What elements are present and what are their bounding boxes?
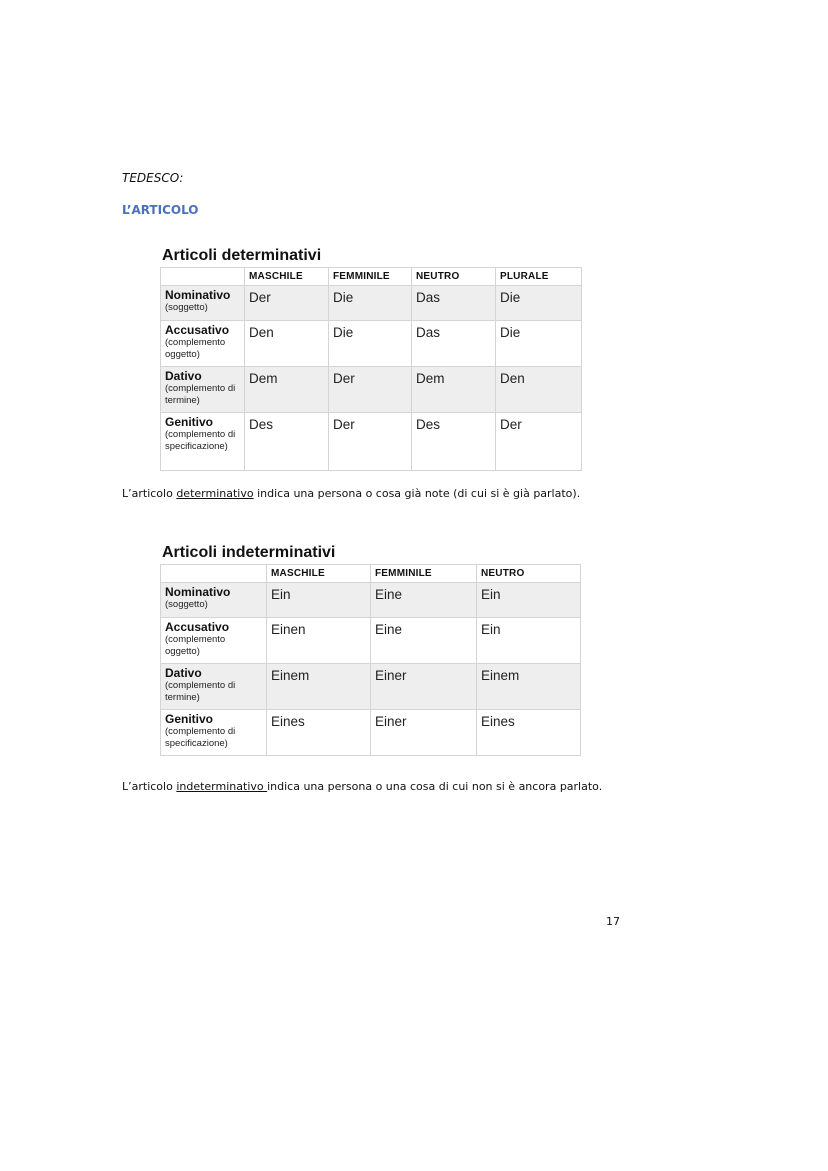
column-header: PLURALE	[496, 268, 582, 286]
note-term: indeterminativo	[176, 780, 268, 793]
note-term: determinativo	[176, 487, 254, 500]
table-cell	[371, 664, 477, 710]
table-row	[161, 710, 581, 756]
article-value: Der	[333, 371, 355, 386]
article-value: Einem	[271, 668, 310, 683]
case-description: (complemento di specificazione)	[165, 726, 236, 749]
case-description: (complemento di termine)	[165, 680, 236, 703]
table-row	[161, 321, 582, 367]
article-value: Die	[333, 290, 354, 305]
table-cell	[477, 618, 581, 664]
table-row	[161, 583, 581, 618]
article-value: Einer	[375, 668, 407, 683]
note-text: indica una persona o una cosa di cui non si è ancora parlato.	[267, 780, 603, 793]
article-value: Ein	[481, 622, 501, 637]
table-cell	[329, 367, 412, 413]
article-value: Den	[249, 325, 274, 340]
note-text: L’articolo	[122, 780, 177, 793]
article-value: Ein	[271, 587, 291, 602]
table-row	[161, 664, 581, 710]
article-value: Der	[249, 290, 271, 305]
table-cell	[329, 321, 412, 367]
column-header: MASCHILE	[245, 268, 329, 286]
column-header	[161, 268, 245, 286]
indeterminativi-table-title: Articoli indeterminativi	[162, 544, 336, 561]
case-description: (complemento di termine)	[165, 383, 236, 406]
table-cell	[245, 367, 329, 413]
case-name: Nominativo	[165, 288, 231, 302]
article-value: Der	[333, 417, 355, 432]
case-name: Nominativo	[165, 585, 231, 599]
article-value: Einem	[481, 668, 520, 683]
table-cell	[245, 286, 329, 321]
case-cell	[161, 286, 245, 321]
article-value: Des	[249, 417, 274, 432]
article-value: Den	[500, 371, 525, 386]
case-cell	[161, 321, 245, 367]
column-header	[161, 565, 267, 583]
column-header: NEUTRO	[477, 565, 581, 583]
table-cell	[496, 286, 582, 321]
case-name: Genitivo	[165, 415, 214, 429]
article-value: Dem	[416, 371, 445, 386]
determinativo-note	[122, 487, 580, 500]
table-cell	[371, 710, 477, 756]
table-cell	[267, 618, 371, 664]
article-value: Eine	[375, 587, 403, 602]
table-row	[161, 286, 582, 321]
case-cell	[161, 367, 245, 413]
article-value: Dem	[249, 371, 278, 386]
table-cell	[477, 583, 581, 618]
article-value: Die	[500, 325, 521, 340]
table-cell	[371, 583, 477, 618]
note-text: L’articolo	[122, 487, 177, 500]
column-header: FEMMINILE	[329, 268, 412, 286]
table-cell	[412, 286, 496, 321]
determinativi-table-title: Articoli determinativi	[162, 247, 322, 264]
case-cell	[161, 413, 245, 471]
article-value: Eine	[375, 622, 403, 637]
page-number: 17	[606, 915, 620, 928]
case-cell	[161, 618, 267, 664]
table-cell	[371, 618, 477, 664]
column-header: NEUTRO	[412, 268, 496, 286]
table-cell	[477, 664, 581, 710]
article-value: Der	[500, 417, 522, 432]
table-cell	[412, 321, 496, 367]
table-cell	[412, 367, 496, 413]
table-row	[161, 413, 582, 471]
table-cell	[267, 710, 371, 756]
subject-heading: TEDESCO:	[122, 171, 184, 185]
table-cell	[329, 286, 412, 321]
case-cell	[161, 664, 267, 710]
case-description: (complemento oggetto)	[165, 634, 226, 657]
article-value: Ein	[481, 587, 501, 602]
article-value: Einen	[271, 622, 306, 637]
article-value: Des	[416, 417, 441, 432]
case-description: (complemento di specificazione)	[165, 429, 236, 452]
article-value: Das	[416, 325, 441, 340]
table-row	[161, 367, 582, 413]
table-cell	[496, 321, 582, 367]
case-description: (soggetto)	[165, 302, 208, 313]
case-cell	[161, 583, 267, 618]
table-cell	[267, 583, 371, 618]
column-header: FEMMINILE	[371, 565, 477, 583]
table-cell	[245, 321, 329, 367]
case-name: Accusativo	[165, 620, 230, 634]
case-name: Dativo	[165, 666, 202, 680]
article-value: Eines	[271, 714, 305, 729]
article-value: Die	[500, 290, 521, 305]
case-name: Accusativo	[165, 323, 230, 337]
article-value: Die	[333, 325, 354, 340]
case-description: (complemento oggetto)	[165, 337, 226, 360]
case-name: Genitivo	[165, 712, 214, 726]
determinativi-table	[160, 267, 582, 471]
case-name: Dativo	[165, 369, 202, 383]
table-cell	[496, 367, 582, 413]
table-cell	[412, 413, 496, 471]
determinativi-block	[160, 247, 582, 471]
case-cell	[161, 710, 267, 756]
section-title: L’ARTICOLO	[122, 203, 199, 217]
table-cell	[245, 413, 329, 471]
table-cell	[329, 413, 412, 471]
table-row	[161, 618, 581, 664]
indeterminativo-note	[122, 780, 602, 793]
case-description: (soggetto)	[165, 599, 208, 610]
indeterminativi-block	[160, 544, 581, 756]
table-header-row	[161, 268, 582, 286]
table-cell	[496, 413, 582, 471]
table-cell	[477, 710, 581, 756]
note-text: indica una persona o cosa già note (di cui si è già parlato).	[253, 487, 581, 500]
article-value: Das	[416, 290, 441, 305]
article-value: Einer	[375, 714, 407, 729]
column-header: MASCHILE	[267, 565, 371, 583]
table-cell	[267, 664, 371, 710]
indeterminativi-table	[160, 564, 581, 756]
article-value: Eines	[481, 714, 515, 729]
table-header-row	[161, 565, 581, 583]
